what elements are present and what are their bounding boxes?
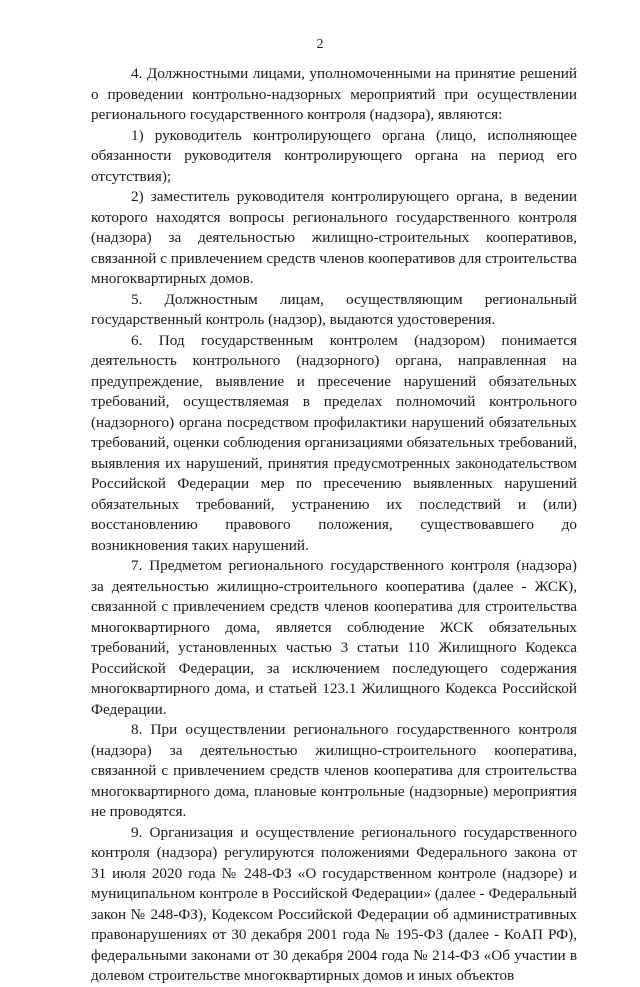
paragraph-item-7: 7. Предметом регионального государственного контроля (надзора) за деятельностью жилищно-строительного кооператива (далее - ЖСК), связанной с привлечением средств членов кооператива для строительства многоквартирного дома, является соблюдение ЖСК обязательных требований, установленных частью 3 статьи 110 Жилищного Кодекса Российской Федерации, за исключением последующего содержания многоквартирного дома, и статьей 123.1 Жилищного Кодекса Российской Федерации.: [91, 557, 577, 718]
paragraph-item-9: 9. Организация и осуществление регионального государственного контроля (надзора) регулируются положениями Федерального закона от 31 июля 2020 года № 248-ФЗ «О государственном контроле (надзоре) и муниципальном контроле в Российской Федерации» (далее - Федеральный закон № 248-ФЗ), Кодексом Российской Федерации об административных правонарушениях от 30 декабря 2001 года № 195-ФЗ (далее - КоАП РФ), федеральными законами от 30 декабря 2004 года № 214-ФЗ «Об участии в долевом строительстве многоквартирных домов и иных объектов: [91, 823, 577, 984]
page-number: 2: [316, 37, 324, 52]
document-body: [91, 64, 577, 987]
paragraph-subitem-2: 2) заместитель руководителя контролирующего органа, в ведении которого находятся вопросы регионального государственного контроля (надзора) за деятельностью жилищно-строительных кооперативов, связанной с привлечением средств членов кооперативов для строительства многоквартирных домов.: [91, 188, 577, 287]
paragraph-item-8: 8. При осуществлении регионального государственного контроля (надзора) за деятельностью жилищно-строительного кооператива, связанной с привлечением средств членов кооператива для строительства многоквартирного дома, плановые контрольные (надзорные) мероприятия не проводятся.: [91, 721, 577, 820]
paragraph-item-6: 6. Под государственным контролем (надзором) понимается деятельность контрольного (надзорного) органа, направленная на предупреждение, выявление и пресечение нарушений обязательных требований, осуществляемая в пределах полномочий контрольного (надзорного) органа посредством профилактики нарушений обязательных требований, оценки соблюдения организациями обязательных требований, выявления их нарушений, принятия предусмотренных законодательством Российской Федерации мер по пресечению выявленных нарушений обязательных требований, устранению их последствий и (или) восстановлению правового положения, существовавшего до возникновения таких нарушений.: [91, 331, 577, 554]
paragraph-subitem-1: 1) руководитель контролирующего органа (лицо, исполняющее обязанности руководителя контролирующего органа на период его отсутствия);: [91, 126, 577, 185]
paragraph-item-5: 5. Должностным лицам, осуществляющим региональный государственный контроль (надзор), выдаются удостоверения.: [91, 290, 577, 328]
paragraph-item-4: 4. Должностными лицами, уполномоченными на принятие решений о проведении контрольно-надзорных мероприятий при осуществлении регионального государственного контроля (надзора), являются:: [91, 65, 577, 123]
